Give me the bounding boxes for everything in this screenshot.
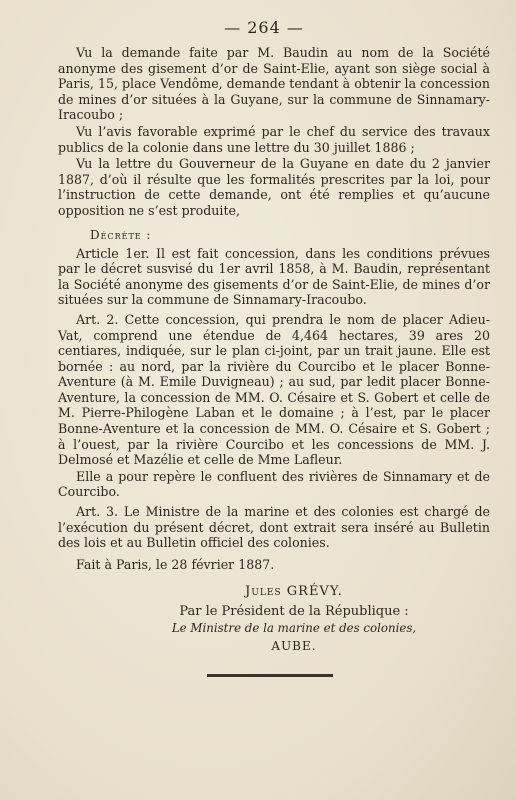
paragraph-vu-demande: Vu la demande faite par M. Baudin au nom de la Société anonyme des gisement d’or de Saint-Elie, ayant son siège social à Paris, 15, place Vendôme, demande tendant à obtenir la concession de mines d’or situées à la Guyane, sur la commune de Sinnamary-Iracoubo ; [58,45,490,123]
page-number: — 264 — [224,18,304,37]
closing-rule [207,674,333,677]
fait-a-paris: Fait à Paris, le 28 février 1887. [76,556,275,572]
paragraph-vu-avis: Vu l’avis favorable exprimé par le chef du service des travaux publics de la colonie dans une lettre du 30 juillet 1886 ; [58,123,490,155]
article-2: Art. 2. Cette concession, qui prendra le nom de placer Adieu-Vat, comprend une étendue de 4,464 hectares, 39 ares 20 centiares, indiquée, sur le plan ci-joint, par un trait jaune. Elle est bornée : au nord, par la rivière du Courcibo et le placer Bonne-Aventure (à M. Emile Duvigneau) ; au sud, par ledit placer Bonne-Aventure, la concession de MM. O. Césaire et S. Gobert et celle de M. Pierre-Philogène Laban et le domaine ; à l’est, par le placer Bonne-Aventure et la concession de MM. O. Césaire et S. Gobert ; à l’ouest, par la rivière Courcibo et les concessions de MM. J. Delmosé et Mazélie et celle de Mme Lafleur. [58,311,490,468]
article-1: Article 1er. Il est fait concession, dans les conditions prévues par le décret susvisé du 1er avril 1858, à M. Baudin, représentant la Société anonyme des gisements d’or de Saint-Elie, de mines d’or situées sur la commune de Sinnamary-Iracoubo. [58,245,490,308]
signature-president-line: Par le Président de la République : [179,604,409,620]
signature-minister-line: Le Ministre de la marine et des colonies, [171,621,417,636]
signature-name: Jules GRÉVY. [245,584,343,600]
paragraph-vu-lettre: Vu la lettre du Gouverneur de la Guyane en date du 2 janvier 1887, d’où il résulte que les formalités prescrites par la loi, pour l’instruction de cette demande, ont été remplies et qu’aucune opposition ne s’est produite, [58,156,490,218]
decrete-heading: Décrète : [90,227,152,242]
article-3: Art. 3. Le Ministre de la marine et des colonies est chargé de l’exécution du présent décret, dont extrait sera inséré au Bulletin des lois et au Bulletin officiel des colonies. [58,504,490,551]
article-2-repere: Elle a pour repère le confluent des rivières de Sinnamary et de Courcibo. [58,468,490,500]
signature-aube: AUBE. [271,639,317,654]
